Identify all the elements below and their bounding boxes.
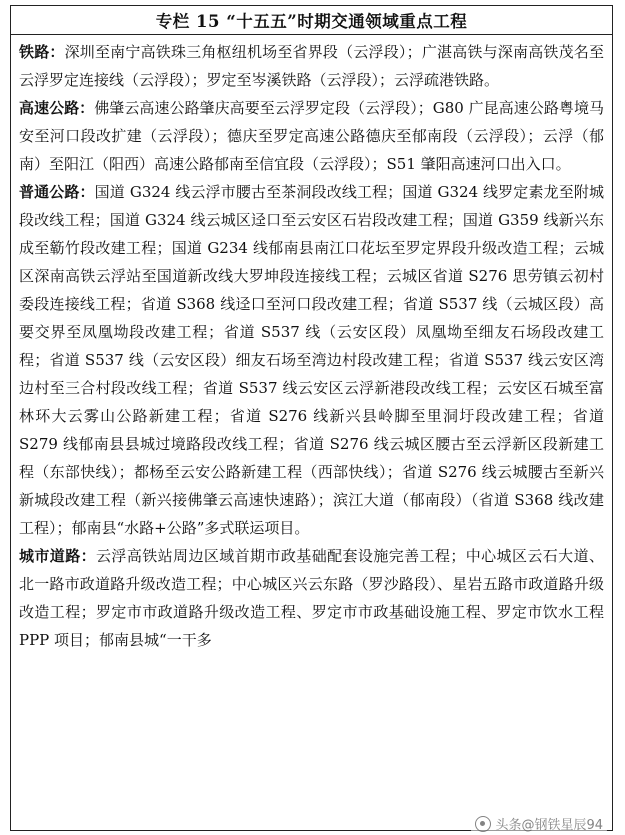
column-title: 专栏 15 “十五五”时期交通领域重点工程 (11, 6, 612, 35)
watermark-text: 头条@钢铁星辰94 (495, 818, 603, 833)
column-content (11, 35, 612, 654)
watermark (471, 814, 607, 833)
section-urban-road (19, 542, 604, 654)
section-text: 云浮高铁站周边区域首期市政基础配套设施完善工程；中心城区云石大道、北一路市政道路升级改造工程；中心城区兴云东路（罗沙路段）、星岩五路市政道路升级改造工程；罗定市市政道路升级改造工程、罗定市市政基础设施工程、罗定市饮水工程 PPP 项目；郁南县城“一干多 (19, 547, 604, 649)
section-label: 城市道路： (19, 547, 97, 565)
toutiao-logo-icon (475, 816, 491, 832)
section-text: 国道 G324 线云浮市腰古至茶洞段改线工程；国道 G324 线罗定素龙至附城段改线工程；国道 G324 线云城区迳口至云安区石岩段改建工程；国道 G359 线新兴东成至簕竹段改建工程；国道 G234 线郁南县南江口花坛至罗定界段升级改造工程；云城区深南高铁云浮站至国道新改线大罗坤段连接线工程；云城区省道 S276 思劳镇云初村委段连接线工程；省道 S368 线迳口至河口段改建工程；省道 S537 线（云城区段）高要交界至凤凰坳段改建工程；省道 S537 线（云安区段）凤凰坳至细友石场段改建工程；省道 S537 线（云安区段）细友石场至湾边村段改建工程；省道 S537 线云安区湾边村至三合村段改线工程；省道 S537 线云安区云浮新港段改线工程；云安区石城至富林环大云雾山公路新建工程；省道 S276 线新兴县岭脚至里洞圩段改建工程；省道 S279 线郁南县县城过境路段改线工程；省道 S276 线云城区腰古至云浮新区段新建工程（东部快线）；都杨至云安公路新建工程（西部快线）；省道 S276 线云城腰古至新兴新城段改建工程（新兴接佛肇云高速快速路）；滨江大道（郁南段）（省道 S368 线改建工程）；郁南县“水路+公路”多式联运项目。 (19, 183, 604, 537)
feature-column-box (10, 5, 613, 831)
section-label: 铁路： (19, 43, 65, 61)
section-label: 高速公路： (19, 99, 95, 117)
section-ordinary-highway (19, 178, 604, 542)
section-text: 深圳至南宁高铁珠三角枢纽机场至省界段（云浮段）；广湛高铁与深南高铁茂名至云浮罗定连接线（云浮段）；罗定至岑溪铁路（云浮段）；云浮疏港铁路。 (19, 43, 604, 89)
section-expressway (19, 94, 604, 178)
section-label: 普通公路： (19, 183, 95, 201)
section-railway (19, 38, 604, 94)
section-text: 佛肇云高速公路肇庆高要至云浮罗定段（云浮段）；G80 广昆高速公路粤境马安至河口段改扩建（云浮段）；德庆至罗定高速公路德庆至郁南段（云浮段）；云浮（郁南）至阳江（阳西）高速公路郁南至信宜段（云浮段）；S51 肇阳高速河口出入口。 (19, 99, 604, 173)
